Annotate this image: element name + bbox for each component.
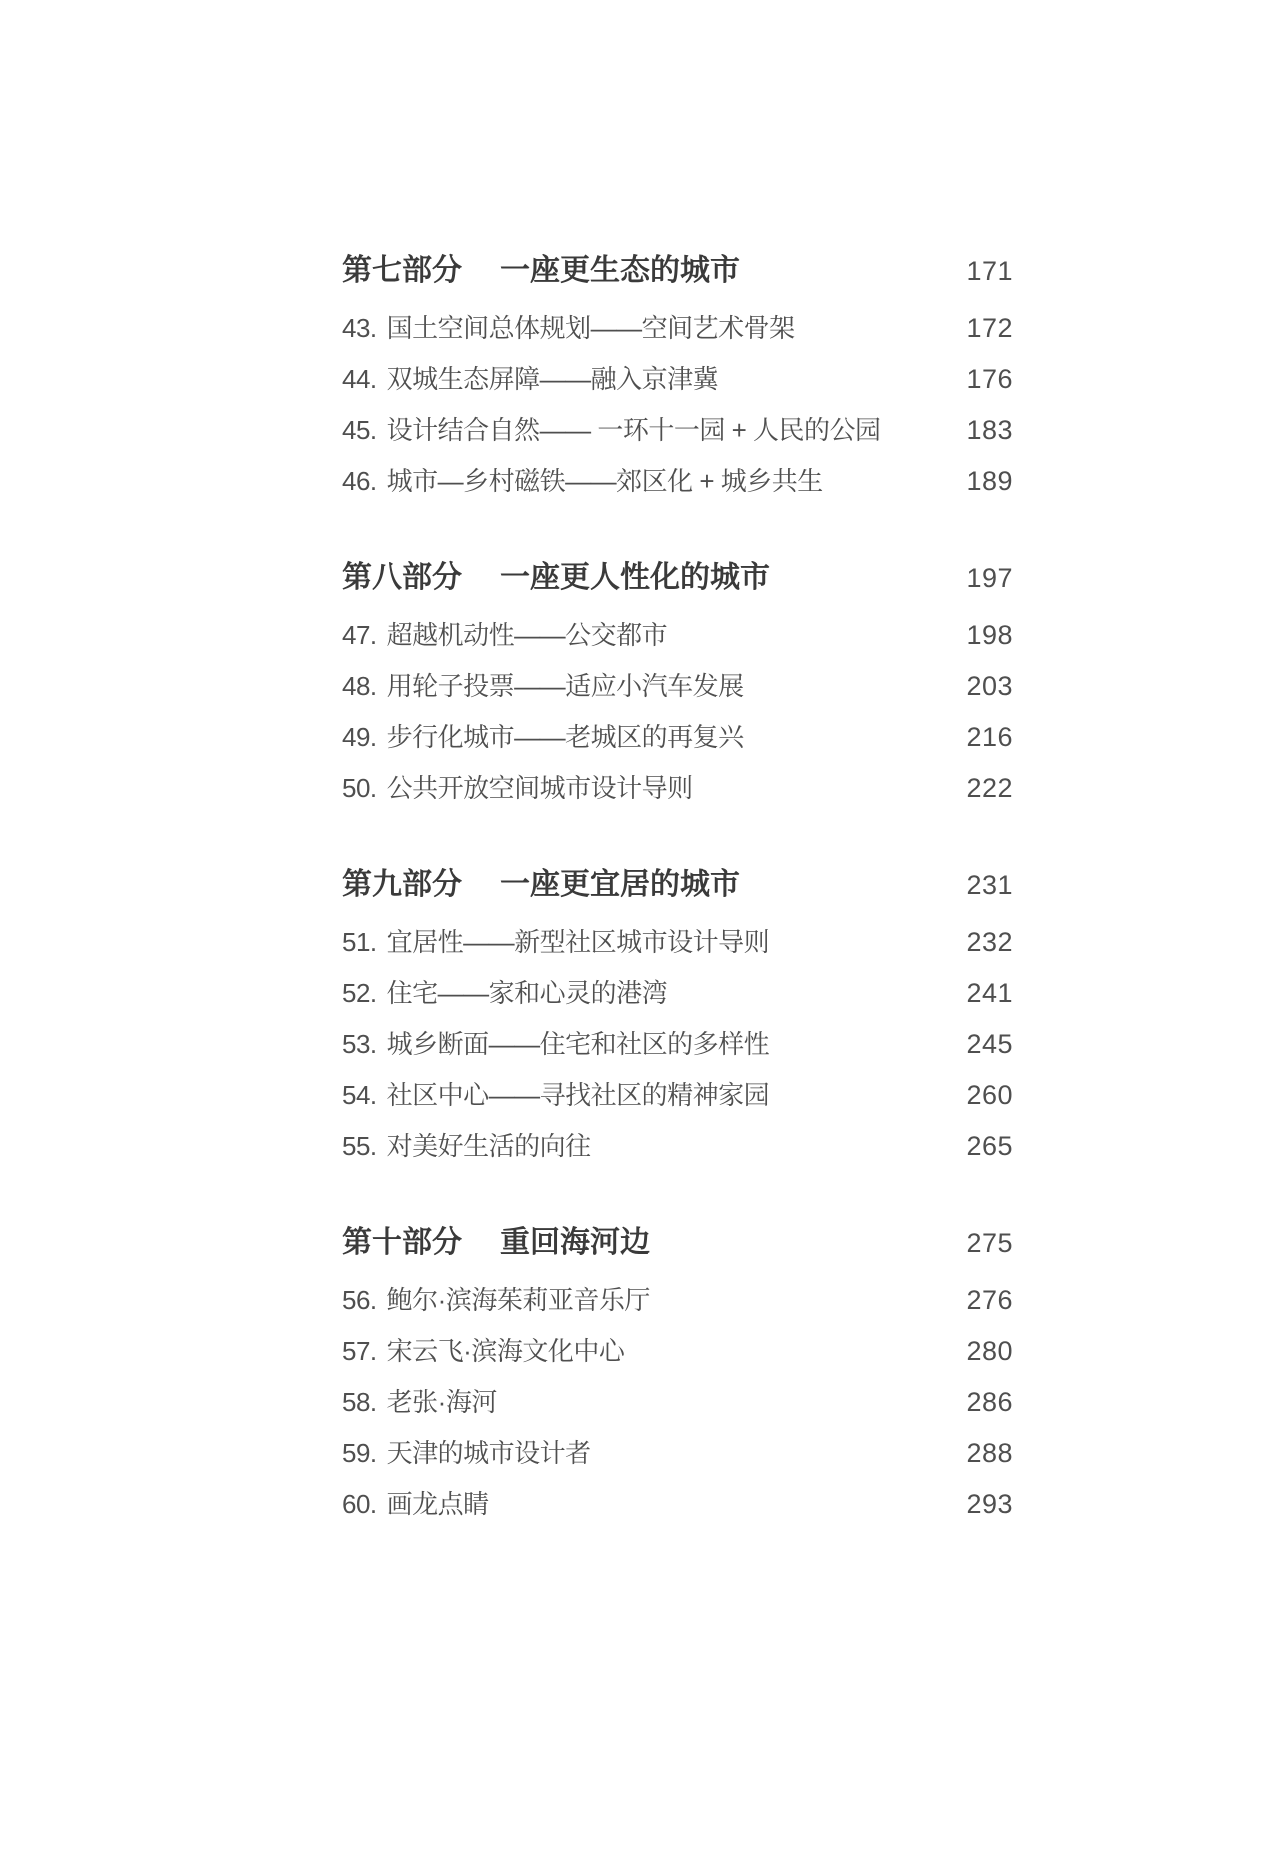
entry-number: 43. <box>342 313 377 343</box>
toc-entry-row <box>342 618 1013 652</box>
toc-entry-row <box>342 1027 1013 1061</box>
entry-page-number: 245 <box>966 1029 1013 1059</box>
section-heading-row <box>342 1223 1013 1263</box>
entry-page-number: 172 <box>966 313 1013 343</box>
section-part-label: 第十部分 <box>342 1226 462 1259</box>
toc-entry-row <box>342 1385 1013 1419</box>
entry-number: 59. <box>342 1438 377 1468</box>
entry-title: 公共开放空间城市设计导则 <box>386 773 693 803</box>
entry-number: 57. <box>342 1336 377 1366</box>
entry-title: 超越机动性——公交都市 <box>386 620 668 650</box>
entry-number: 50. <box>342 773 377 803</box>
section-page-number: 197 <box>966 563 1013 593</box>
toc-entry-row <box>342 1436 1013 1470</box>
entry-title: 步行化城市——老城区的再复兴 <box>386 722 744 752</box>
entry-page-number: 288 <box>966 1438 1013 1468</box>
entry-page-number: 293 <box>966 1489 1013 1519</box>
entry-number: 48. <box>342 671 377 701</box>
section-heading-row <box>342 558 1013 598</box>
toc-entry-row <box>342 1078 1013 1112</box>
toc-entry-row <box>342 1334 1013 1368</box>
entry-number: 60. <box>342 1489 377 1519</box>
entry-page-number: 232 <box>966 927 1013 957</box>
toc-entry-row <box>342 669 1013 703</box>
entry-page-number: 222 <box>966 773 1013 803</box>
entry-title: 国土空间总体规划——空间艺术骨架 <box>386 313 795 343</box>
entry-title: 老张·海河 <box>386 1387 497 1417</box>
entry-number: 53. <box>342 1029 377 1059</box>
entry-page-number: 198 <box>966 620 1013 650</box>
entry-title: 宜居性——新型社区城市设计导则 <box>386 927 770 957</box>
toc-entry-row <box>342 1487 1013 1521</box>
entry-title: 天津的城市设计者 <box>386 1438 591 1468</box>
section-part-label: 第九部分 <box>342 868 462 901</box>
entry-title: 画龙点睛 <box>386 1489 489 1519</box>
entry-page-number: 203 <box>966 671 1013 701</box>
entry-page-number: 241 <box>966 978 1013 1008</box>
section-title: 一座更人性化的城市 <box>500 561 770 594</box>
entry-page-number: 189 <box>966 466 1013 496</box>
entry-number: 52. <box>342 978 377 1008</box>
toc-entry-row <box>342 1129 1013 1163</box>
entry-page-number: 286 <box>966 1387 1013 1417</box>
entry-page-number: 216 <box>966 722 1013 752</box>
entry-title: 城乡断面——住宅和社区的多样性 <box>386 1029 770 1059</box>
entry-title: 设计结合自然—— 一环十一园 + 人民的公园 <box>386 415 881 445</box>
toc-entry-row <box>342 362 1013 396</box>
toc-entry-row <box>342 1283 1013 1317</box>
entry-number: 54. <box>342 1080 377 1110</box>
entry-page-number: 265 <box>966 1131 1013 1161</box>
entry-title: 双城生态屏障——融入京津冀 <box>386 364 719 394</box>
section-title: 重回海河边 <box>500 1226 650 1259</box>
entry-title: 用轮子投票——适应小汽车发展 <box>386 671 744 701</box>
entry-page-number: 280 <box>966 1336 1013 1366</box>
toc-entry-row <box>342 720 1013 754</box>
section-part-label: 第七部分 <box>342 254 462 287</box>
entry-title: 城市—乡村磁铁——郊区化 + 城乡共生 <box>386 466 823 496</box>
entry-number: 51. <box>342 927 377 957</box>
toc-entry-row <box>342 925 1013 959</box>
entry-number: 46. <box>342 466 377 496</box>
entry-title: 住宅——家和心灵的港湾 <box>386 978 668 1008</box>
toc-entry-row <box>342 976 1013 1010</box>
entry-number: 56. <box>342 1285 377 1315</box>
section-title: 一座更生态的城市 <box>500 254 740 287</box>
entry-page-number: 176 <box>966 364 1013 394</box>
entry-number: 47. <box>342 620 377 650</box>
entry-number: 44. <box>342 364 377 394</box>
toc-entry-row <box>342 413 1013 447</box>
entry-number: 58. <box>342 1387 377 1417</box>
section-heading-row <box>342 251 1013 291</box>
entry-title: 鲍尔·滨海茱莉亚音乐厅 <box>386 1285 650 1315</box>
entry-page-number: 276 <box>966 1285 1013 1315</box>
entry-number: 45. <box>342 415 377 445</box>
section-page-number: 231 <box>966 870 1013 900</box>
entry-page-number: 260 <box>966 1080 1013 1110</box>
entry-title: 宋云飞·滨海文化中心 <box>386 1336 625 1366</box>
toc-entry-row <box>342 771 1013 805</box>
section-heading-row <box>342 865 1013 905</box>
section-page-number: 171 <box>966 256 1013 286</box>
toc-entry-row <box>342 311 1013 345</box>
entry-title: 对美好生活的向往 <box>386 1131 591 1161</box>
entry-page-number: 183 <box>966 415 1013 445</box>
section-part-label: 第八部分 <box>342 561 462 594</box>
entry-number: 55. <box>342 1131 377 1161</box>
toc-entry-row <box>342 464 1013 498</box>
section-title: 一座更宜居的城市 <box>500 868 740 901</box>
entry-number: 49. <box>342 722 377 752</box>
entry-title: 社区中心——寻找社区的精神家园 <box>386 1080 770 1110</box>
section-page-number: 275 <box>966 1228 1013 1258</box>
